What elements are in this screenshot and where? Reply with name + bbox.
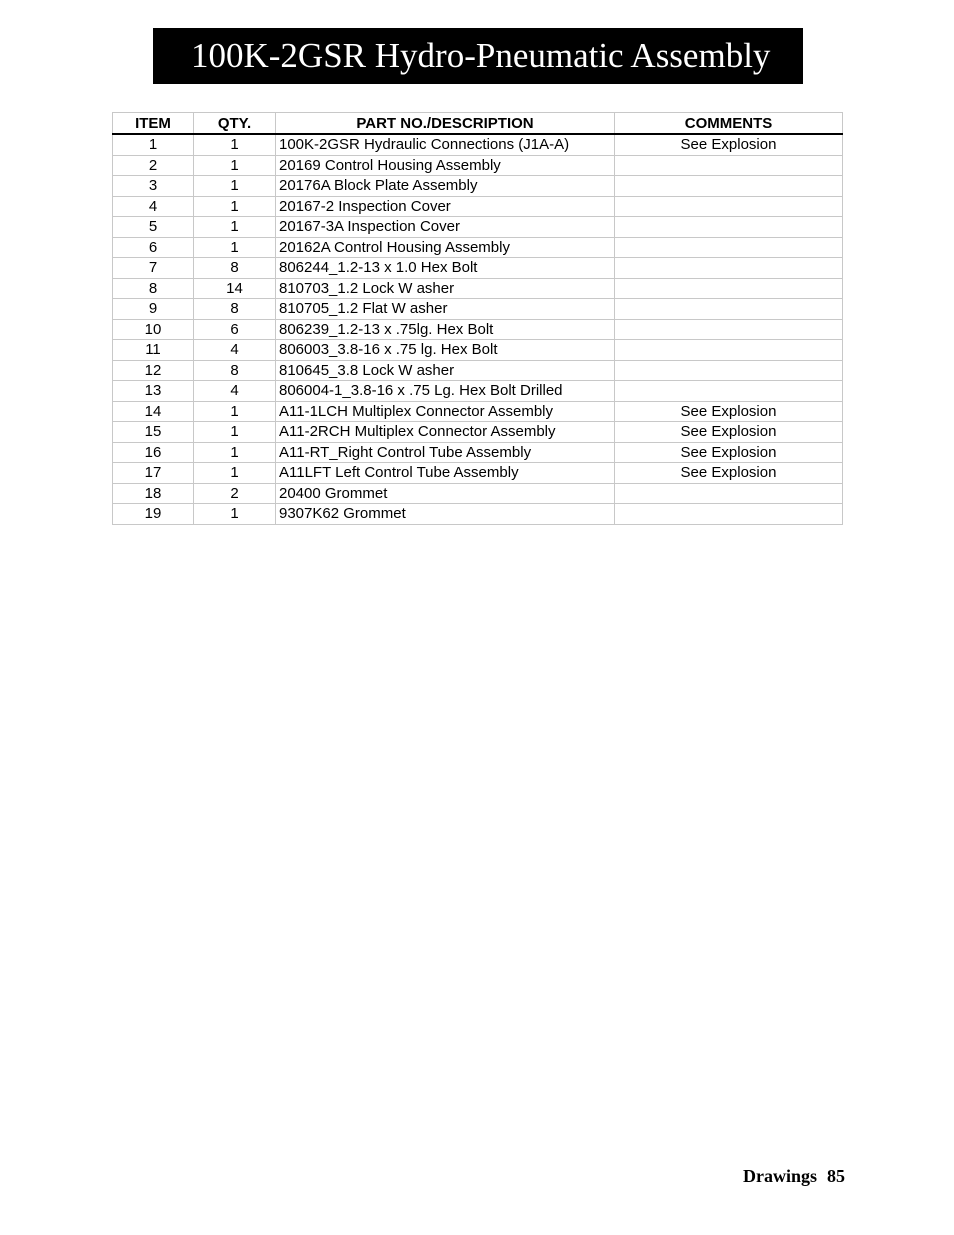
cell-description: 100K-2GSR Hydraulic Connections (J1A-A) <box>276 134 615 155</box>
table-row <box>113 176 843 197</box>
table-row <box>113 340 843 361</box>
table-row <box>113 299 843 320</box>
cell-comments: See Explosion <box>615 134 843 155</box>
page-title: 100K-2GSR Hydro-Pneumatic Assembly <box>153 28 803 84</box>
cell-comments <box>615 155 843 176</box>
cell-comments <box>615 176 843 197</box>
table-row <box>113 237 843 258</box>
cell-description: A11-RT_Right Control Tube Assembly <box>276 442 615 463</box>
parts-table <box>112 112 843 525</box>
cell-description: A11-1LCH Multiplex Connector Assembly <box>276 401 615 422</box>
cell-comments <box>615 217 843 238</box>
cell-qty: 6 <box>194 319 276 340</box>
cell-qty: 1 <box>194 155 276 176</box>
cell-qty: 1 <box>194 401 276 422</box>
cell-qty: 14 <box>194 278 276 299</box>
cell-qty: 1 <box>194 217 276 238</box>
table-row <box>113 463 843 484</box>
cell-comments <box>615 381 843 402</box>
cell-comments: See Explosion <box>615 422 843 443</box>
cell-comments <box>615 360 843 381</box>
cell-description: A11LFT Left Control Tube Assembly <box>276 463 615 484</box>
cell-qty: 1 <box>194 504 276 525</box>
table-row <box>113 217 843 238</box>
cell-description: 810705_1.2 Flat W asher <box>276 299 615 320</box>
cell-item: 3 <box>113 176 194 197</box>
cell-item: 2 <box>113 155 194 176</box>
cell-item: 15 <box>113 422 194 443</box>
table-row <box>113 442 843 463</box>
cell-comments <box>615 483 843 504</box>
cell-item: 11 <box>113 340 194 361</box>
table-body <box>113 134 843 524</box>
cell-item: 4 <box>113 196 194 217</box>
cell-description: 806239_1.2-13 x .75lg. Hex Bolt <box>276 319 615 340</box>
cell-qty: 1 <box>194 422 276 443</box>
cell-description: 20167-2 Inspection Cover <box>276 196 615 217</box>
cell-comments: See Explosion <box>615 442 843 463</box>
cell-item: 5 <box>113 217 194 238</box>
cell-comments <box>615 504 843 525</box>
cell-item: 10 <box>113 319 194 340</box>
cell-qty: 4 <box>194 381 276 402</box>
table-row <box>113 381 843 402</box>
page-number: 85 <box>827 1166 845 1186</box>
cell-comments <box>615 278 843 299</box>
cell-comments: See Explosion <box>615 463 843 484</box>
cell-item: 8 <box>113 278 194 299</box>
cell-description: 9307K62 Grommet <box>276 504 615 525</box>
header-comments: COMMENTS <box>615 113 843 135</box>
table-row <box>113 483 843 504</box>
table-row <box>113 155 843 176</box>
table-row <box>113 134 843 155</box>
cell-description: 806003_3.8-16 x .75 lg. Hex Bolt <box>276 340 615 361</box>
cell-qty: 8 <box>194 258 276 279</box>
cell-item: 19 <box>113 504 194 525</box>
cell-description: 806004-1_3.8-16 x .75 Lg. Hex Bolt Drilled <box>276 381 615 402</box>
cell-qty: 1 <box>194 237 276 258</box>
cell-description: 20169 Control Housing Assembly <box>276 155 615 176</box>
cell-comments <box>615 340 843 361</box>
cell-qty: 8 <box>194 360 276 381</box>
cell-item: 6 <box>113 237 194 258</box>
cell-qty: 4 <box>194 340 276 361</box>
table-row <box>113 196 843 217</box>
cell-description: 20176A Block Plate Assembly <box>276 176 615 197</box>
table-row <box>113 422 843 443</box>
cell-comments <box>615 196 843 217</box>
cell-comments <box>615 299 843 320</box>
table-row <box>113 258 843 279</box>
cell-qty: 1 <box>194 196 276 217</box>
table-row <box>113 360 843 381</box>
cell-description: 20400 Grommet <box>276 483 615 504</box>
page-footer <box>743 1166 845 1187</box>
table-row <box>113 504 843 525</box>
cell-description: 810703_1.2 Lock W asher <box>276 278 615 299</box>
cell-description: 20162A Control Housing Assembly <box>276 237 615 258</box>
cell-item: 17 <box>113 463 194 484</box>
cell-qty: 1 <box>194 442 276 463</box>
cell-description: 20167-3A Inspection Cover <box>276 217 615 238</box>
cell-description: A11-2RCH Multiplex Connector Assembly <box>276 422 615 443</box>
header-item: ITEM <box>113 113 194 135</box>
cell-item: 16 <box>113 442 194 463</box>
header-description: PART NO./DESCRIPTION <box>276 113 615 135</box>
cell-description: 810645_3.8 Lock W asher <box>276 360 615 381</box>
cell-item: 9 <box>113 299 194 320</box>
cell-item: 1 <box>113 134 194 155</box>
cell-item: 12 <box>113 360 194 381</box>
cell-qty: 1 <box>194 176 276 197</box>
cell-item: 7 <box>113 258 194 279</box>
cell-qty: 1 <box>194 463 276 484</box>
table-row <box>113 278 843 299</box>
cell-qty: 2 <box>194 483 276 504</box>
cell-item: 18 <box>113 483 194 504</box>
cell-comments <box>615 319 843 340</box>
cell-qty: 1 <box>194 134 276 155</box>
cell-comments <box>615 258 843 279</box>
table-row <box>113 401 843 422</box>
table-row <box>113 319 843 340</box>
cell-item: 13 <box>113 381 194 402</box>
cell-description: 806244_1.2-13 x 1.0 Hex Bolt <box>276 258 615 279</box>
header-qty: QTY. <box>194 113 276 135</box>
cell-comments: See Explosion <box>615 401 843 422</box>
cell-item: 14 <box>113 401 194 422</box>
table-header-row <box>113 113 843 135</box>
cell-qty: 8 <box>194 299 276 320</box>
footer-section: Drawings <box>742 1166 817 1186</box>
cell-comments <box>615 237 843 258</box>
